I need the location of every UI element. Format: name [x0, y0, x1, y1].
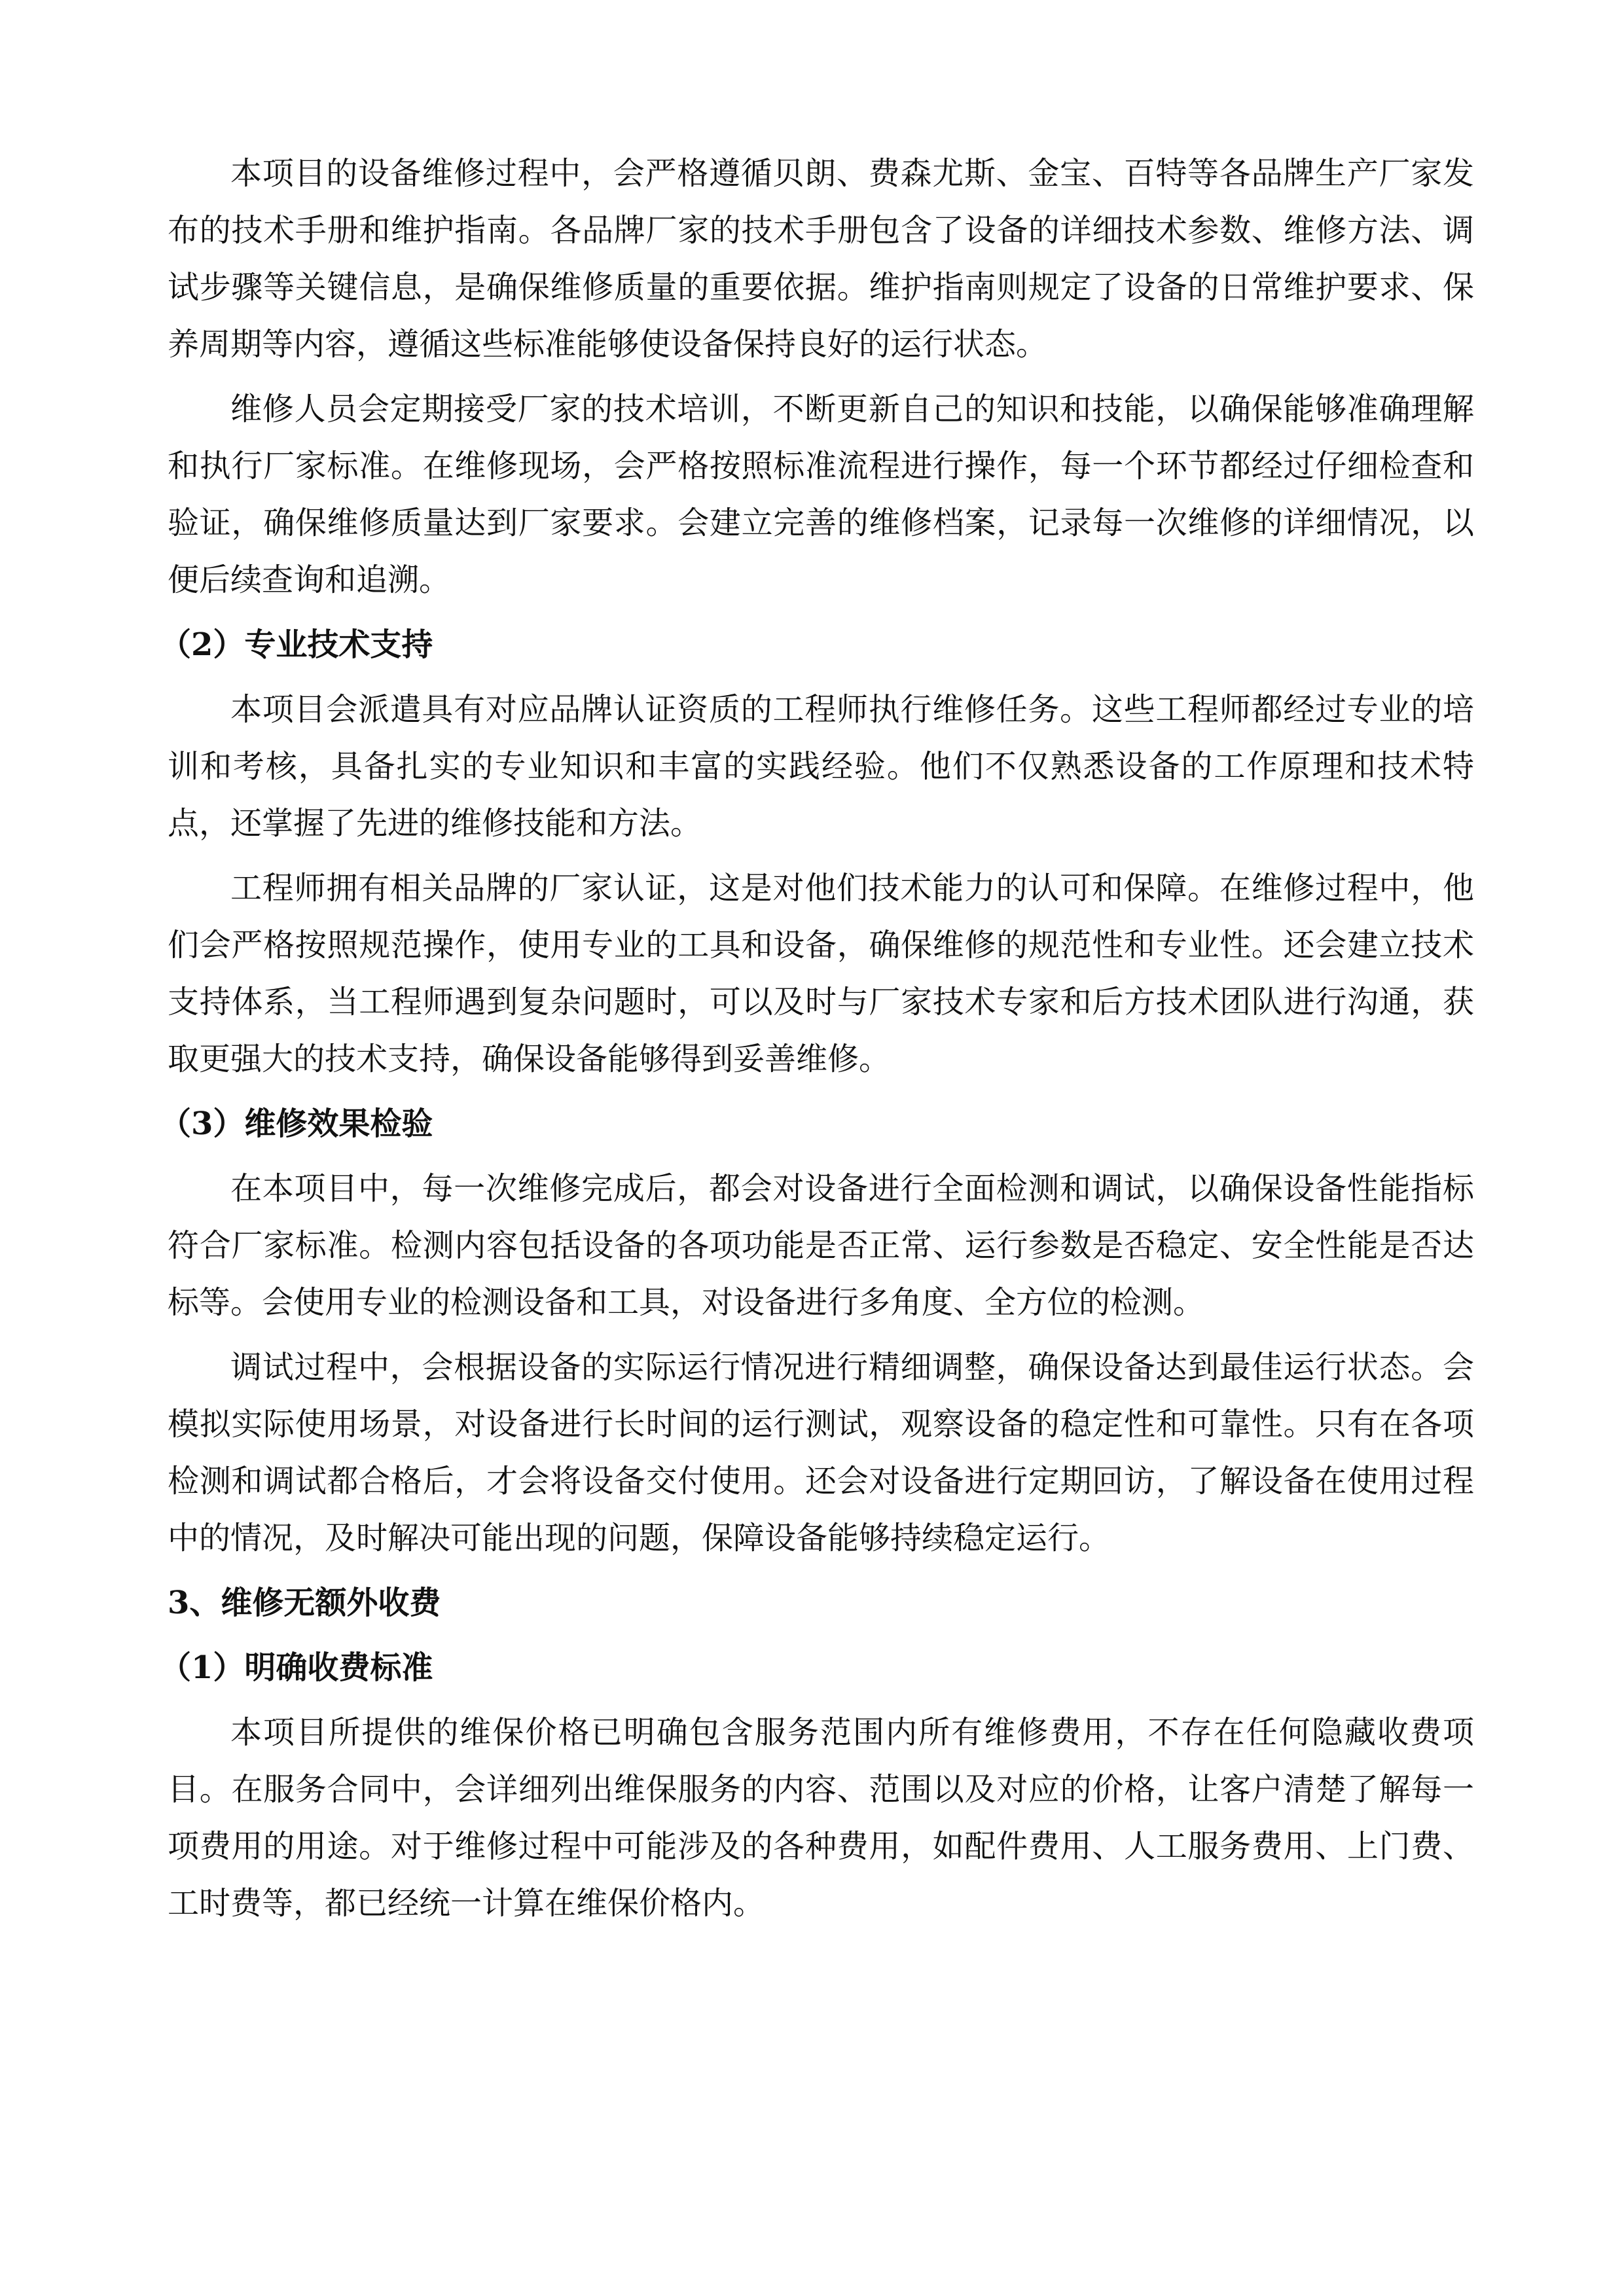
paragraph-post-repair-testing: 在本项目中，每一次维修完成后，都会对设备进行全面检测和调试，以确保设备性能指标符合厂家标准。检测内容包括设备的各项功能是否正常、运行参数是否稳定、安全性能是否达标等。会使用专业的检测设备和工具，对设备进行多角度、全方位的检测。: [168, 1170, 1474, 1321]
paragraph-support-system: 工程师拥有相关品牌的厂家认证，这是对他们技术能力的认可和保障。在维修过程中，他们会严格按照规范操作，使用专业的工具和设备，确保维修的规范性和专业性。还会建立技术支持体系，当工程师遇到复杂问题时，可以及时与厂家技术专家和后方技术团队进行沟通，获取更强大的技术支持，确保设备能够得到妥善维修。: [168, 870, 1474, 1077]
paragraph-pricing-details: 本项目所提供的维保价格已明确包含服务范围内所有维修费用，不存在任何隐藏收费项目。在服务合同中，会详细列出维保服务的内容、范围以及对应的价格，让客户清楚了解每一项费用的用途。对于维修过程中可能涉及的各种费用，如配件费用、人工服务费用、上门费、工时费等，都已经统一计算在维保价格内。: [168, 1714, 1474, 1922]
section-heading-technical-support: （2）专业技术支持: [160, 626, 433, 663]
paragraph-technician-training: 维修人员会定期接受厂家的技术培训，不断更新自己的知识和技能，以确保能够准确理解和执行厂家标准。在维修现场，会严格按照标准流程进行操作，每一个环节都经过仔细检查和验证，确保维修质量达到厂家要求。会建立完善的维修档案，记录每一次维修的详细情况，以便后续查询和追溯。: [168, 391, 1474, 598]
paragraph-commissioning: 调试过程中，会根据设备的实际运行情况进行精细调整，确保设备达到最佳运行状态。会模拟实际使用场景，对设备进行长时间的运行测试，观察设备的稳定性和可靠性。只有在各项检测和调试都合格后，才会将设备交付使用。还会对设备进行定期回访，了解设备在使用过程中的情况，及时解决可能出现的问题，保障设备能够持续稳定运行。: [168, 1349, 1474, 1556]
section-heading-clear-pricing: （1）明确收费标准: [160, 1649, 433, 1686]
paragraph-certified-engineers: 本项目会派遣具有对应品牌认证资质的工程师执行维修任务。这些工程师都经过专业的培训和考核，具备扎实的专业知识和丰富的实践经验。他们不仅熟悉设备的工作原理和技术特点，还掌握了先进的维修技能和方法。: [168, 691, 1474, 842]
section-heading-repair-inspection: （3）维修效果检验: [160, 1105, 433, 1142]
document-page: [160, 145, 1474, 1940]
paragraph-oem-standards: 本项目的设备维修过程中，会严格遵循贝朗、费森尤斯、金宝、百特等各品牌生产厂家发布的技术手册和维护指南。各品牌厂家的技术手册包含了设备的详细技术参数、维修方法、调试步骤等关键信息，是确保维修质量的重要依据。维护指南则规定了设备的日常维护要求、保养周期等内容，遵循这些标准能够使设备保持良好的运行状态。: [168, 155, 1474, 363]
section-heading-no-extra-charges: 3、维修无额外收费: [168, 1585, 441, 1621]
